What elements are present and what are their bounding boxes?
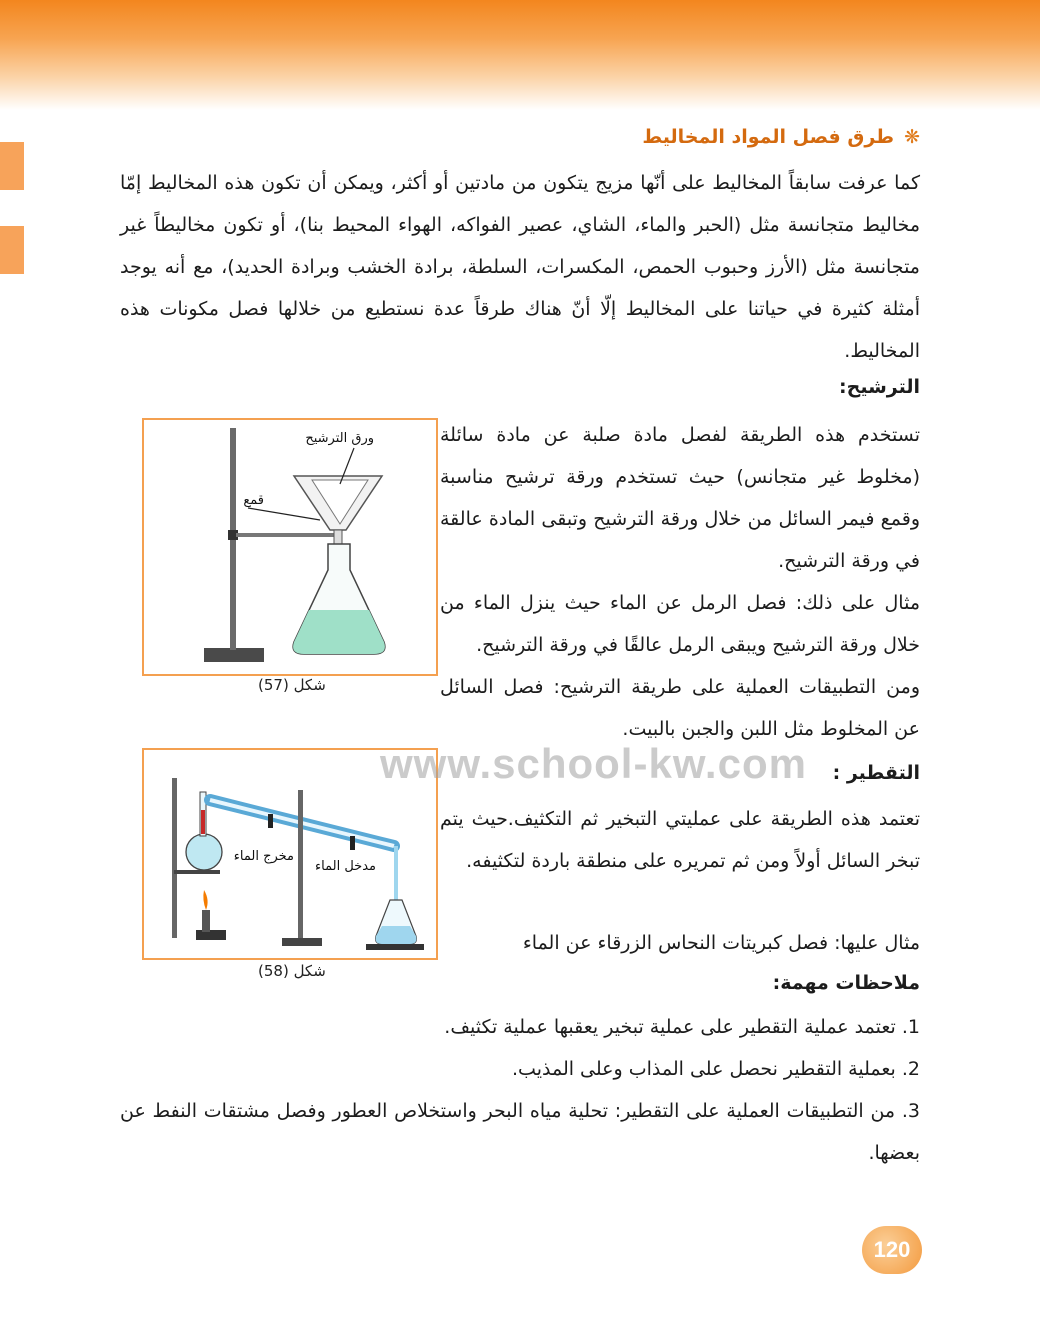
water-outlet xyxy=(268,814,273,828)
distillation-text: تعتمد هذه الطريقة على عمليتي التبخير ثم التكثيف.حيث يتم تبخر السائل أولاً ومن ثم تمريره على منطقة باردة لتكثيفه. xyxy=(440,808,920,872)
notes-heading: ملاحظات مهمة: xyxy=(772,972,920,994)
stand-base xyxy=(204,648,264,662)
watermark: www.school-kw.com xyxy=(380,740,807,787)
burner-base xyxy=(196,930,226,940)
stand-rod xyxy=(298,790,303,940)
filtration-example: مثال على ذلك: فصل الرمل عن الماء حيث ينزل الماء من خلال ورقة الترشيح ويبقى الرمل عالقًا في ورقة الترشيح. xyxy=(440,592,920,656)
label-water-outlet: مخرج الماء xyxy=(233,849,294,864)
list-item: 2. بعملية التقطير نحصل على المذاب وعلى المذيب. xyxy=(512,1058,920,1080)
label-filter-paper: ورق الترشيح xyxy=(305,431,374,446)
distillation-example: مثال عليها: فصل كبريتات النحاس الزرقاء عن الماء xyxy=(522,932,920,954)
distillate xyxy=(376,926,417,944)
filtration-heading: الترشيح: xyxy=(839,376,920,398)
figure-caption: شكل (58) xyxy=(258,962,326,980)
side-tab xyxy=(0,226,24,274)
burner xyxy=(202,910,210,932)
filtration-figure xyxy=(142,418,438,676)
pointer-line xyxy=(248,508,320,520)
label-water-inlet: مدخل الماء xyxy=(315,859,376,874)
section-title xyxy=(642,126,920,148)
stand-base xyxy=(282,938,322,946)
distillation-heading: التقطير : xyxy=(832,762,920,784)
filtrate-liquid xyxy=(293,610,385,654)
side-tab xyxy=(0,142,24,190)
label-funnel: قمع xyxy=(243,493,264,508)
stand-rod xyxy=(172,778,177,938)
stand-base xyxy=(366,944,424,950)
list-item: 1. تعتمد عملية التقطير على عملية تبخير يعقبها عملية تكثيف. xyxy=(444,1016,920,1038)
delivery-tube xyxy=(394,846,398,906)
filtration-application: ومن التطبيقات العملية على طريقة الترشيح: فصل السائل عن المخلوط مثل اللبن والجبن بالبيت. xyxy=(440,676,920,740)
star-icon: ❋ xyxy=(904,126,920,148)
flame xyxy=(203,890,207,910)
clamp-arm xyxy=(236,533,336,537)
thermometer xyxy=(201,810,205,834)
boiling-flask xyxy=(186,834,222,870)
page-number: 120 xyxy=(862,1226,922,1274)
figure-caption: شكل (57) xyxy=(258,676,326,694)
intro-paragraph: كما عرفت سابقاً المخاليط على أنّها مزيج يتكون من مادتين أو أكثر، ويمكن أن تكون هذه المخاليط إمّا مخاليط متجانسة مثل (الحبر والماء، الشاي، عصير الفواكه، الهواء المحيط بنا)، أو تكون مخاليطاً غير متجانسة مثل (الأرز وحبوب الحمص، المكسرات، السلطة، برادة الخشب وبرادة الحديد)، مع أنه يوجد أمثلة كثيرة في حياتنا على المخاليط إلّا أنّ هناك طرقاً عدة نستطيع من خلالها فصل مكونات هذه المخاليط. xyxy=(120,172,920,362)
ring-support xyxy=(174,870,220,874)
list-item: 3. من التطبيقات العملية على التقطير: تحلية مياه البحر واستخلاص العطور وفصل مشتقات النفط عن بعضها. xyxy=(120,1100,920,1164)
filtration-text: تستخدم هذه الطريقة لفصل مادة صلبة عن مادة سائلة (مخلوط غير متجانس) حيث تستخدم ورقة ترشيح مناسبة وقمع فيمر السائل من خلال ورقة الترشيح وتبقى المادة عالقة في ورقة الترشيح. xyxy=(440,424,920,572)
header-band xyxy=(0,0,1040,110)
water-inlet xyxy=(350,836,355,850)
section-title-text: طرق فصل المواد المخاليط xyxy=(642,126,895,148)
